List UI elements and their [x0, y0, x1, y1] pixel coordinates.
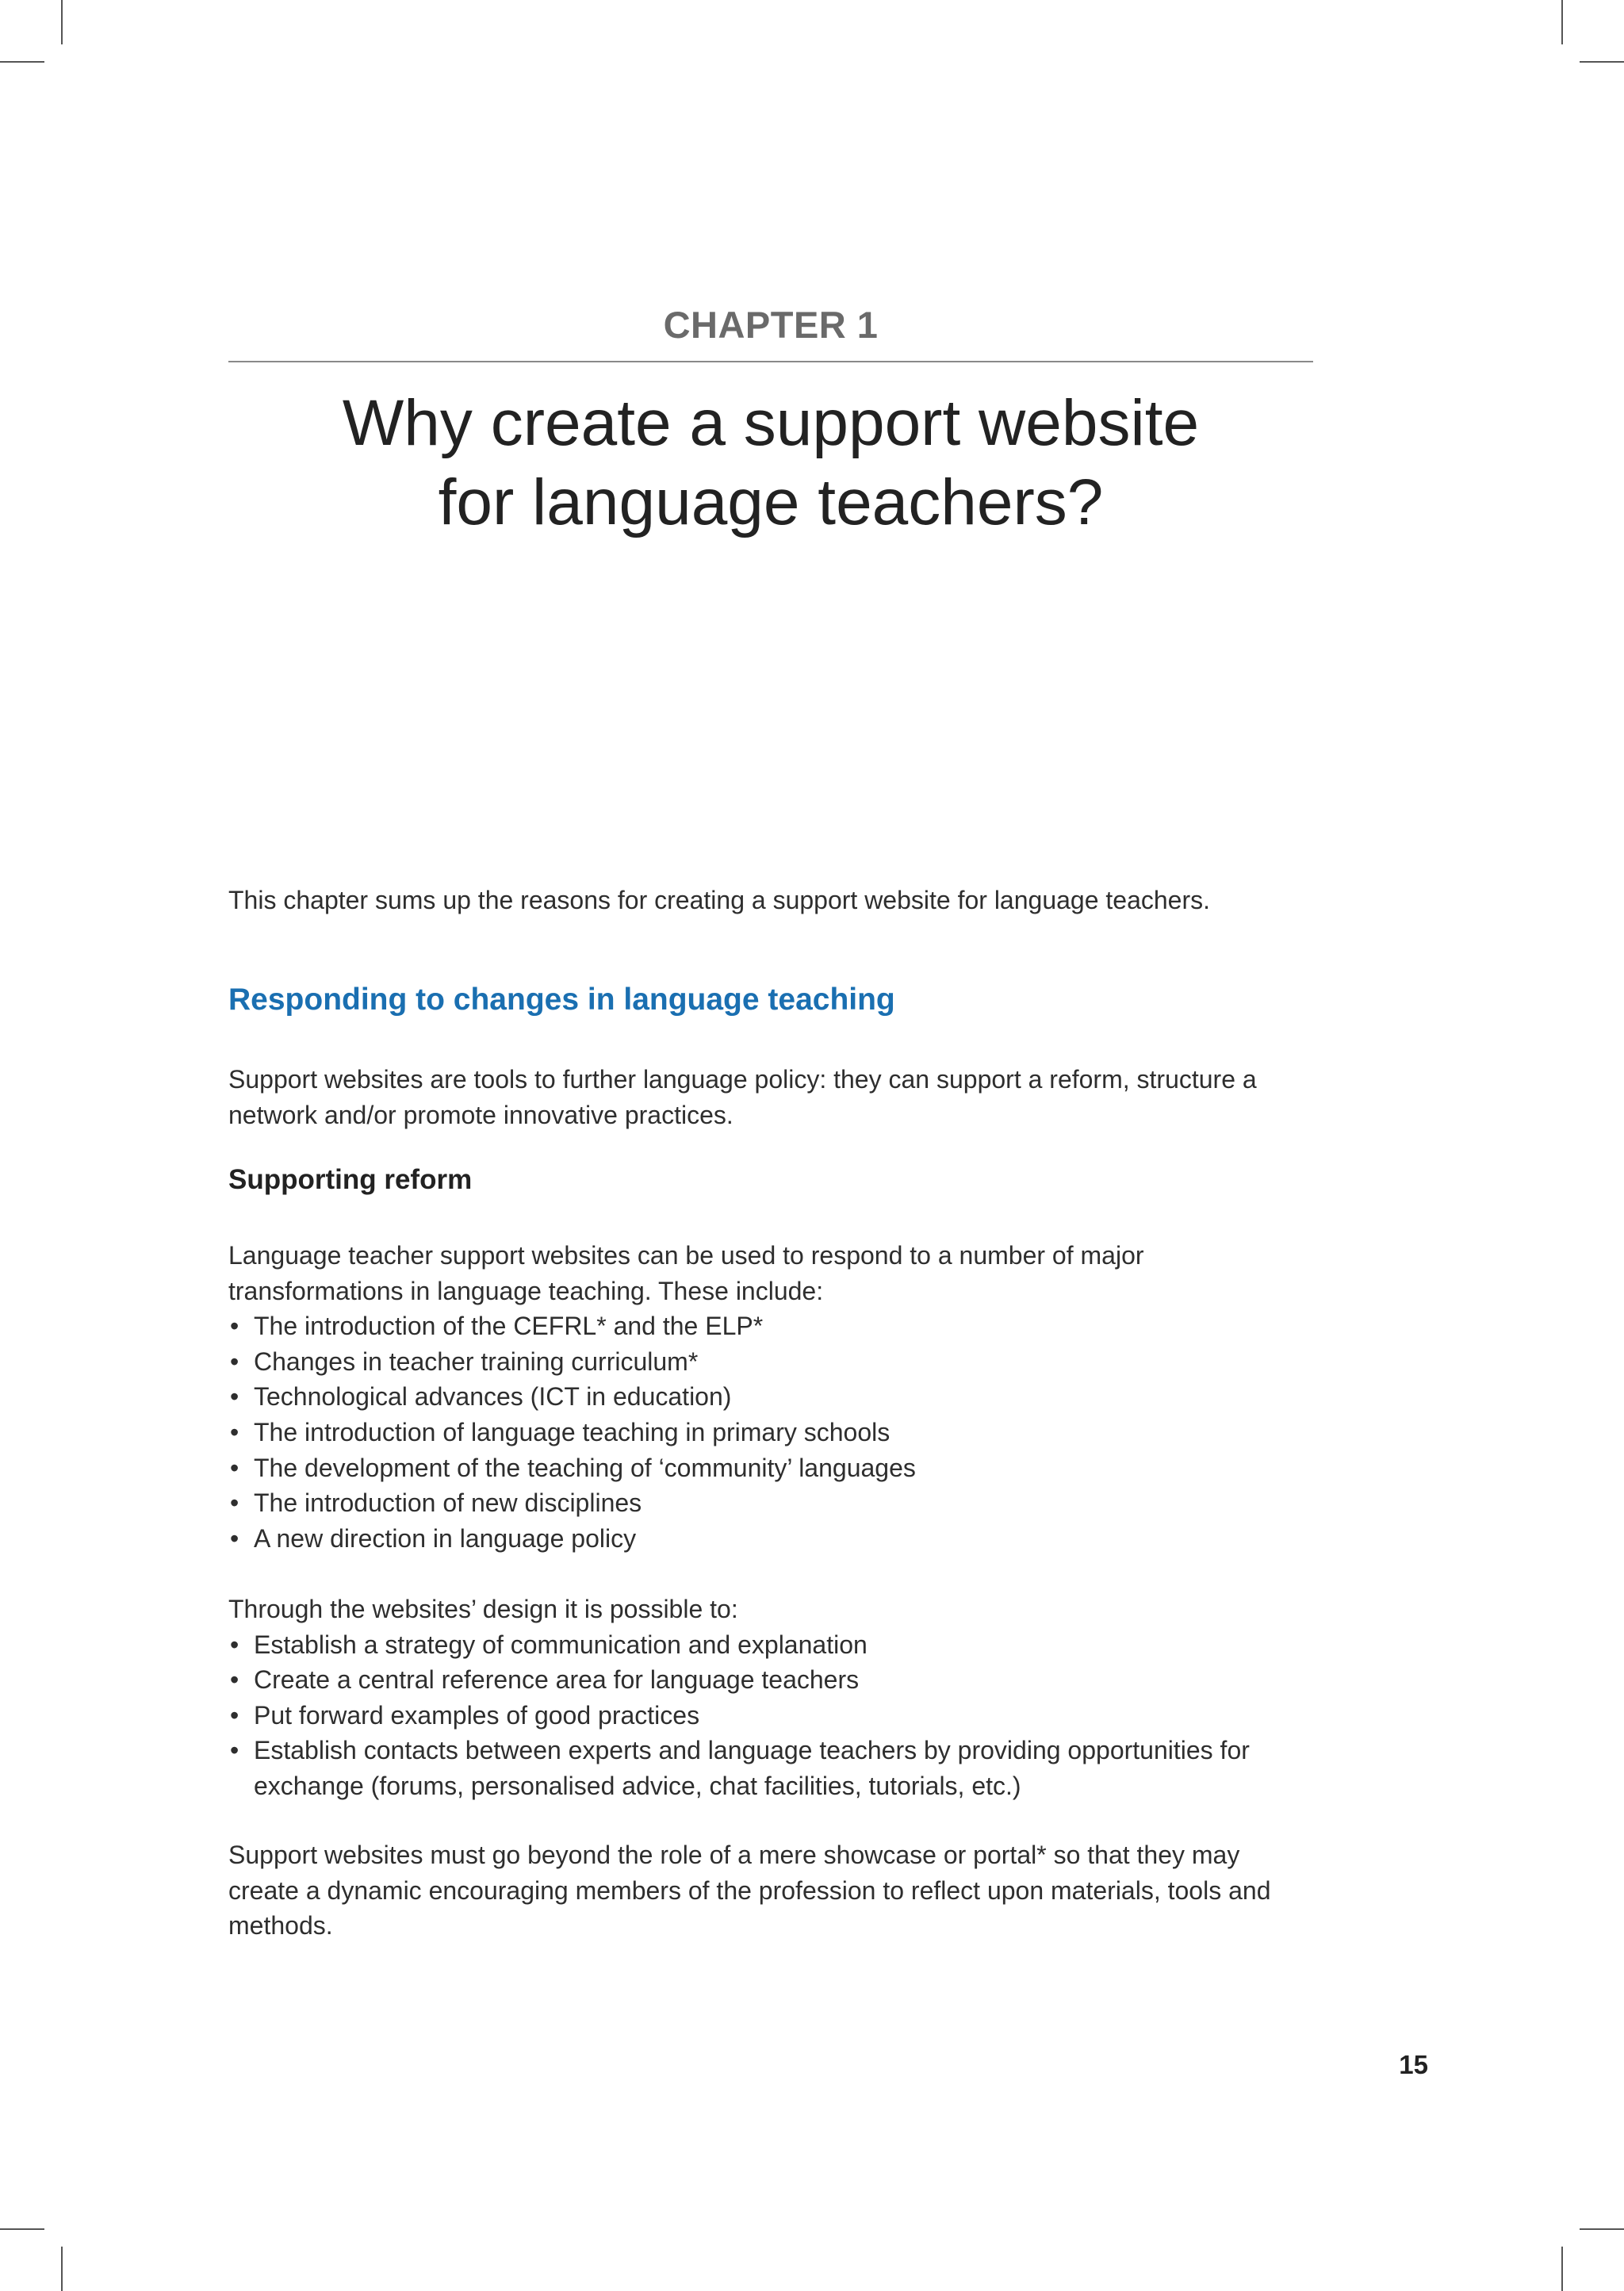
list-item: • Establish a strategy of communication and explanation	[228, 1627, 1316, 1663]
crop-mark	[61, 0, 63, 44]
list-item: • The development of the teaching of ‘community’ languages	[228, 1450, 1316, 1486]
chapter-title	[228, 384, 1313, 542]
chapter-title-line: Why create a support website	[342, 387, 1200, 459]
list-item: • The introduction of language teaching in primary schools	[228, 1415, 1316, 1450]
closing-paragraph: Support websites must go beyond the role of a mere showcase or portal* so that they may create a dynamic encouraging members of the profession to reflect upon materials, tools and methods.	[228, 1841, 1271, 1940]
chapter-title-line: for language teachers?	[438, 466, 1104, 538]
design-block	[228, 1592, 1316, 1804]
crop-mark	[0, 2228, 44, 2230]
crop-mark	[61, 2247, 63, 2291]
list-item: • The introduction of new disciplines	[228, 1485, 1316, 1521]
list-item: • Establish contacts between experts and language teachers by providing opportunities for exchange (forums, personalised advice, chat facilities, tutorials, etc.)	[228, 1733, 1316, 1803]
list-item: • A new direction in language policy	[228, 1521, 1316, 1557]
crop-mark	[1561, 2247, 1563, 2291]
reform-paragraph: Language teacher support websites can be used to respond to a number of major transformations in language teaching. These include:	[228, 1241, 1144, 1305]
section-paragraph: Support websites are tools to further language policy: they can support a reform, structure a network and/or promote innovative practices.	[228, 1065, 1257, 1129]
reform-block	[228, 1238, 1316, 1556]
list-item: • The introduction of the CEFRL* and the ELP*	[228, 1308, 1316, 1344]
intro-paragraph: This chapter sums up the reasons for creating a support website for language teachers.	[228, 886, 1211, 914]
crop-mark	[1580, 2228, 1624, 2230]
design-paragraph: Through the websites’ design it is possible to:	[228, 1595, 738, 1623]
transformations-list	[228, 1308, 1316, 1556]
design-list	[228, 1627, 1316, 1804]
list-item: • Create a central reference area for language teachers	[228, 1662, 1316, 1698]
list-item: • Put forward examples of good practices	[228, 1698, 1316, 1734]
section-heading: Responding to changes in language teaching	[228, 983, 895, 1017]
list-item: • Changes in teacher training curriculum*	[228, 1344, 1316, 1380]
subsection-heading: Supporting reform	[228, 1164, 473, 1195]
chapter-label: CHAPTER 1	[663, 304, 879, 346]
chapter-rule	[228, 361, 1313, 362]
page-number: 15	[1399, 2050, 1428, 2079]
list-item: • Technological advances (ICT in education)	[228, 1379, 1316, 1415]
crop-mark	[1561, 0, 1563, 44]
crop-mark	[1580, 61, 1624, 63]
crop-mark	[0, 61, 44, 63]
